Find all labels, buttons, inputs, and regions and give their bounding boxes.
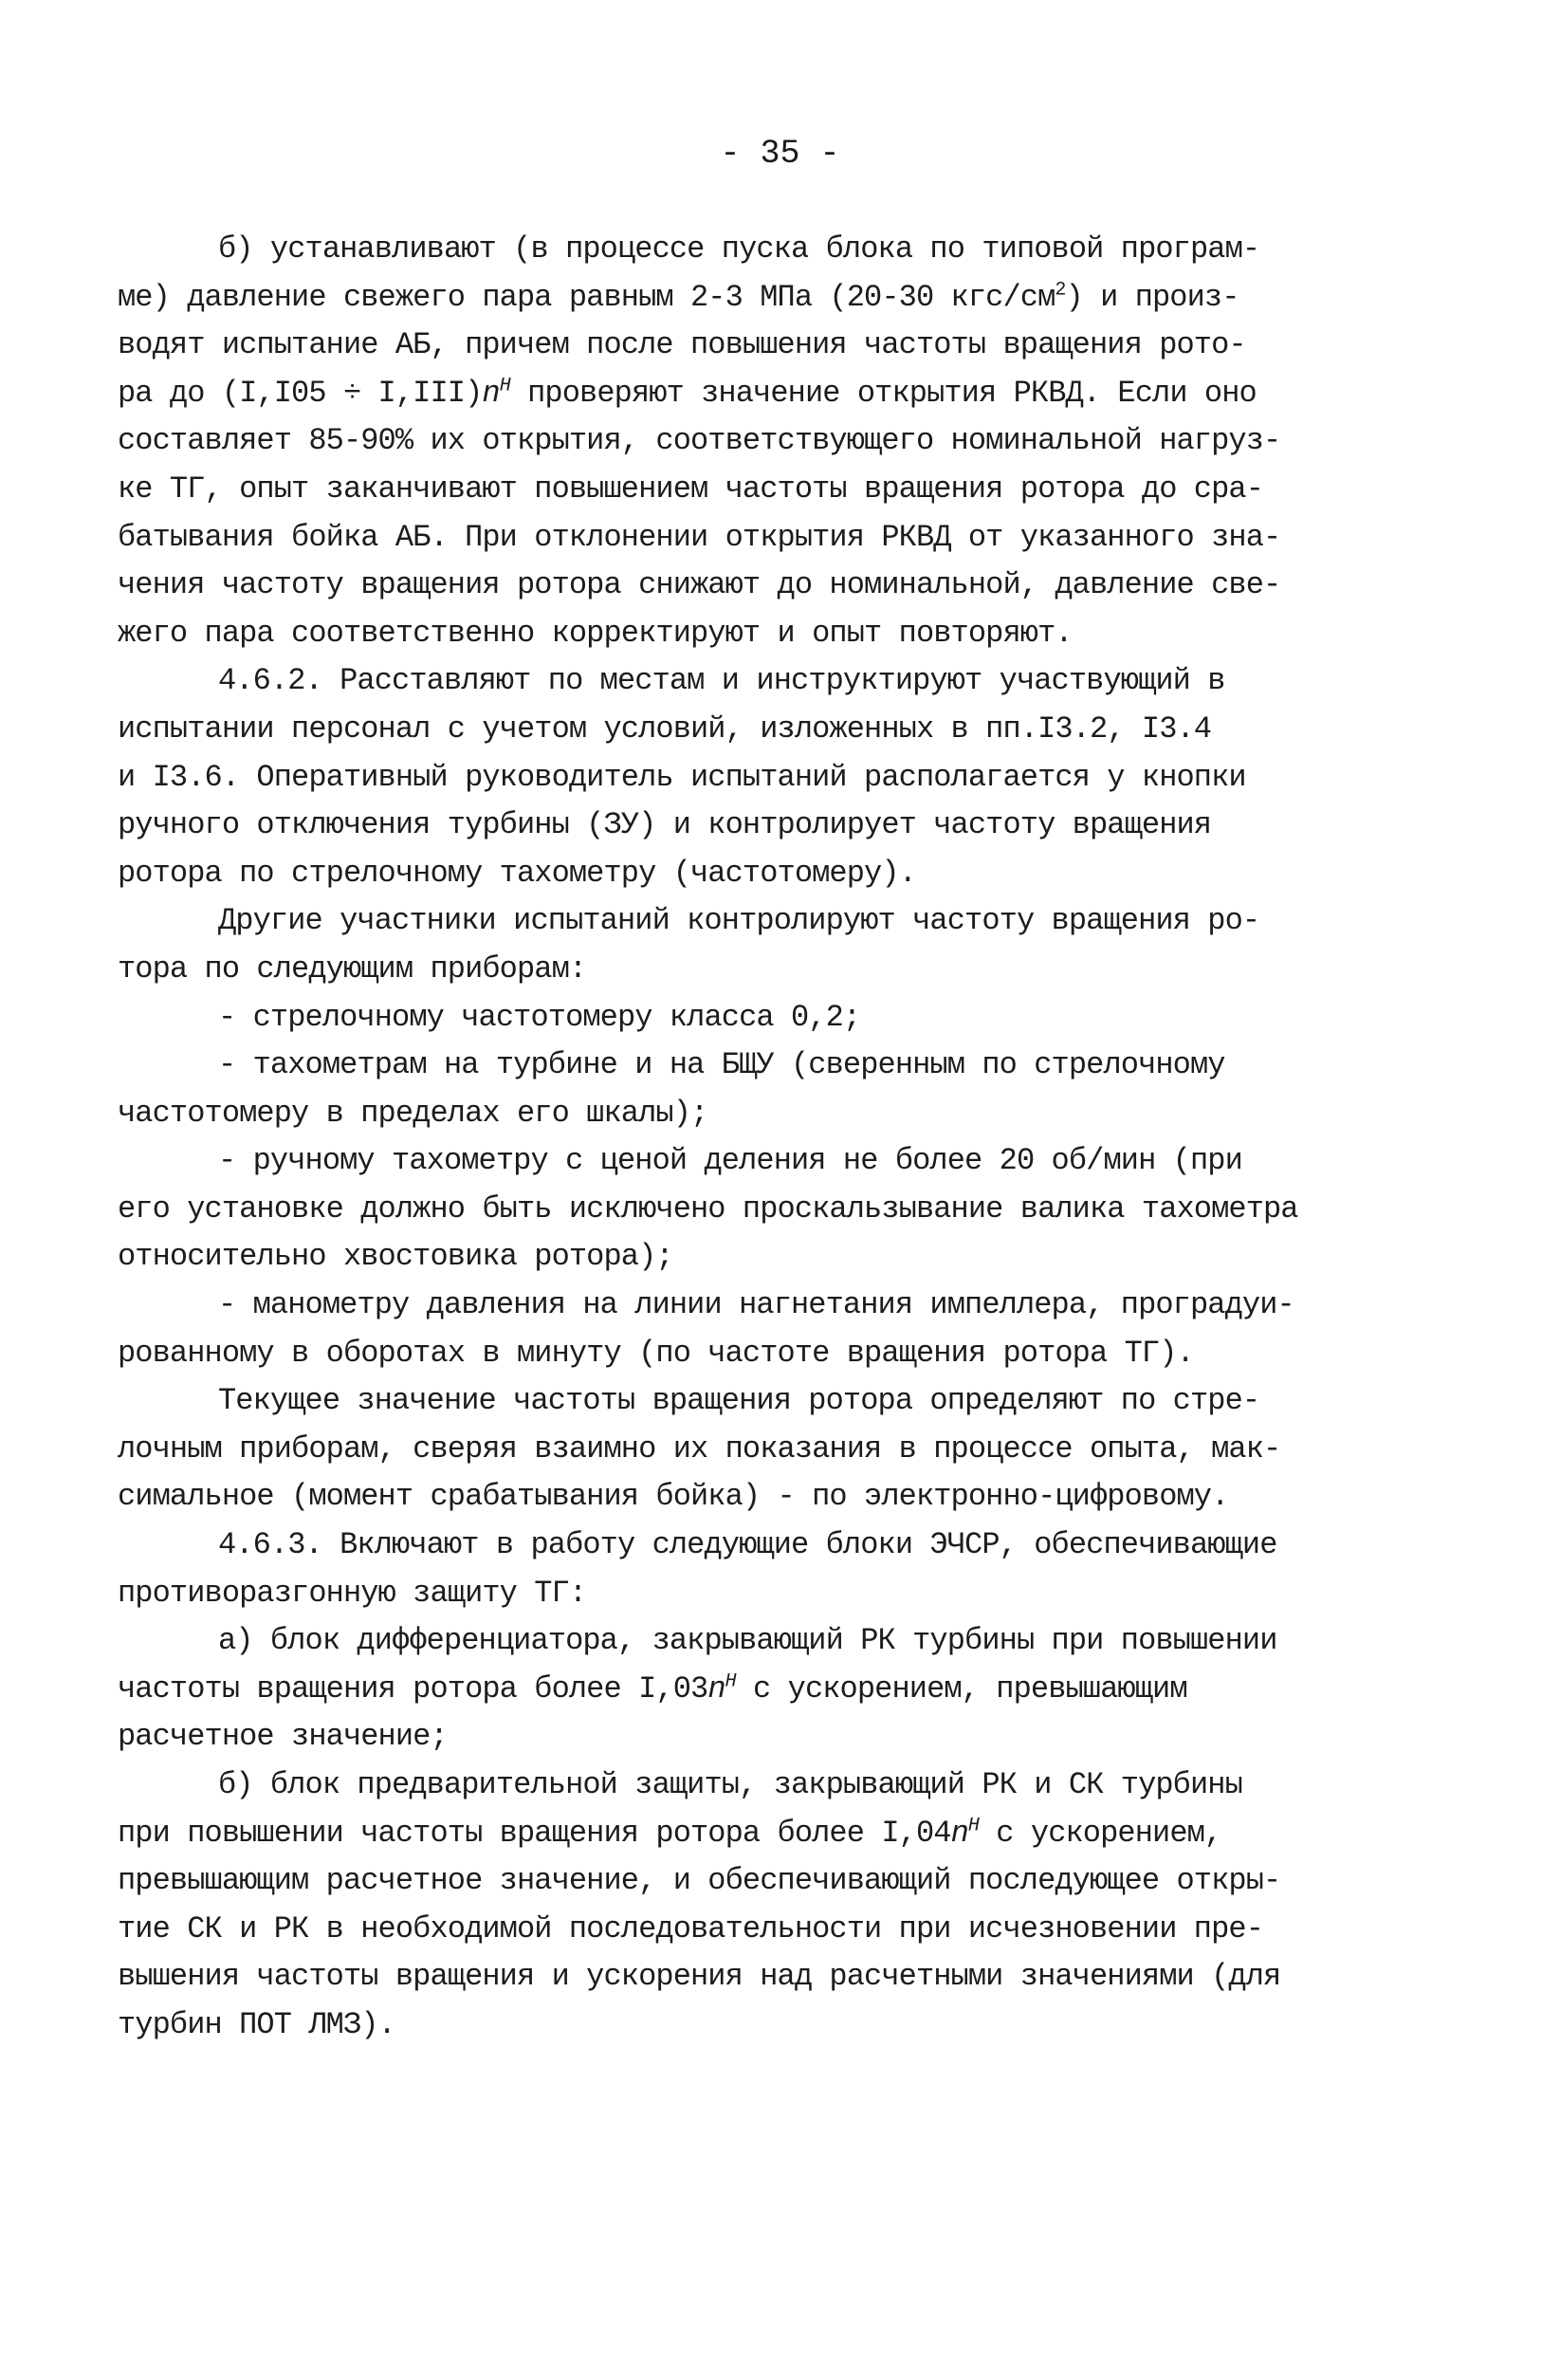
superscript: Н bbox=[725, 1670, 736, 1693]
text-line: б) устанавливают (в процессе пуска блока по типовой програм- bbox=[218, 231, 1260, 267]
text-line: ротора по стрелочному тахометру (частотомеру). bbox=[118, 855, 916, 891]
text-line: 4.6.2. Расставляют по местам и инструктируют участвующий в bbox=[218, 663, 1225, 699]
text-line: б) блок предварительной защиты, закрывающий РК и СК турбины bbox=[218, 1767, 1242, 1802]
text-line: батывания бойка АБ. При отклонении открытия РКВД от указанного зна- bbox=[118, 519, 1281, 555]
text-line: а) блок дифференциатора, закрывающий РК турбины при повышении bbox=[218, 1623, 1277, 1659]
body-text bbox=[118, 226, 1464, 2050]
text-line: Текущее значение частоты вращения ротора определяют по стре- bbox=[218, 1383, 1260, 1419]
text-line: чения частоту вращения ротора снижают до номинальной, давление све- bbox=[118, 567, 1281, 603]
text-line: частотомеру в пределах его шкалы); bbox=[118, 1095, 708, 1131]
text-line: ке ТГ, опыт заканчивают повышением частоты вращения ротора до сра- bbox=[118, 470, 1264, 507]
text-line: лочным приборам, сверяя взаимно их показания в процессе опыта, мак- bbox=[118, 1430, 1281, 1467]
text-line: Другие участники испытаний контролируют частоту вращения ро- bbox=[218, 903, 1260, 939]
text-line: превышающим расчетное значение, и обеспечивающий последующее откры- bbox=[118, 1863, 1281, 1899]
text-fragment: n bbox=[707, 1670, 725, 1707]
text-line: тие СК и РК в необходимой последовательности при исчезновении пре- bbox=[118, 1910, 1264, 1946]
text-line: расчетное значение; bbox=[118, 1719, 448, 1755]
text-fragment: n bbox=[482, 375, 500, 411]
text-fragment: при повышении частоты вращения ротора более I,04 bbox=[118, 1815, 951, 1851]
text-fragment: ) и произ- bbox=[1065, 279, 1239, 315]
text-line: его установке должно быть исключено проскальзывание валика тахометра bbox=[118, 1190, 1298, 1227]
text-line: 4.6.3. Включают в работу следующие блоки ЭЧСР, обеспечивающие bbox=[218, 1527, 1277, 1563]
text-line: ручного отключения турбины (ЗУ) и контролирует частоту вращения bbox=[118, 807, 1212, 843]
text-line: тора по следующим приборам: bbox=[118, 950, 587, 987]
text-line: вышения частоты вращения и ускорения над расчетными значениями (для bbox=[118, 1959, 1281, 1995]
text-line: - манометру давления на линии нагнетания импеллера, проградуи- bbox=[218, 1287, 1294, 1323]
text-line: составляет 85-90% их открытия, соответствующего номинальной нагруз- bbox=[118, 423, 1281, 459]
text-line: турбин ПОТ ЛМЗ). bbox=[118, 2006, 395, 2042]
text-line bbox=[118, 274, 1464, 323]
text-line bbox=[118, 370, 1464, 418]
text-line: жего пара соответственно корректируют и опыт повторяют. bbox=[118, 615, 1073, 651]
text-fragment: с ускорением, превышающим bbox=[735, 1670, 1187, 1707]
text-line: противоразгонную защиту ТГ: bbox=[118, 1575, 587, 1611]
text-line: относительно хвостовика ротора); bbox=[118, 1239, 673, 1275]
text-line: и I3.6. Оперативный руководитель испытаний располагается у кнопки bbox=[118, 759, 1246, 795]
text-line: - стрелочному частотомеру класса 0,2; bbox=[218, 999, 861, 1035]
text-fragment: ра до (I,I05 ÷ I,III) bbox=[118, 375, 483, 411]
text-fragment: n bbox=[950, 1815, 968, 1851]
text-line: испытании персонал с учетом условий, изложенных в пп.I3.2, I3.4 bbox=[118, 710, 1212, 747]
text-line bbox=[118, 1666, 1464, 1714]
superscript: Н bbox=[499, 375, 510, 397]
text-line: рованному в оборотах в минуту (по частоте вращения ротора ТГ). bbox=[118, 1335, 1194, 1371]
page-number: - 35 - bbox=[720, 135, 840, 173]
text-line: - ручному тахометру с ценой деления не более 20 об/мин (при bbox=[218, 1143, 1242, 1179]
text-line: - тахометрам на турбине и на БЩУ (сверенным по стрелочному bbox=[218, 1047, 1225, 1083]
text-line: водят испытание АБ, причем после повышения частоты вращения рото- bbox=[118, 327, 1246, 363]
text-line: симальное (момент срабатывания бойка) - по электронно-цифровому. bbox=[118, 1479, 1229, 1515]
text-line bbox=[118, 1810, 1464, 1858]
text-fragment: ме) давление свежего пара равным 2-3 МПа (20-30 кгс/см bbox=[118, 279, 1055, 315]
superscript: Н bbox=[967, 1814, 979, 1836]
text-fragment: с ускорением, bbox=[978, 1815, 1222, 1851]
text-fragment: проверяют значение открытия РКВД. Если оно bbox=[509, 375, 1257, 411]
text-fragment: частоты вращения ротора более I,03 bbox=[118, 1670, 708, 1707]
superscript: 2 bbox=[1055, 278, 1066, 301]
